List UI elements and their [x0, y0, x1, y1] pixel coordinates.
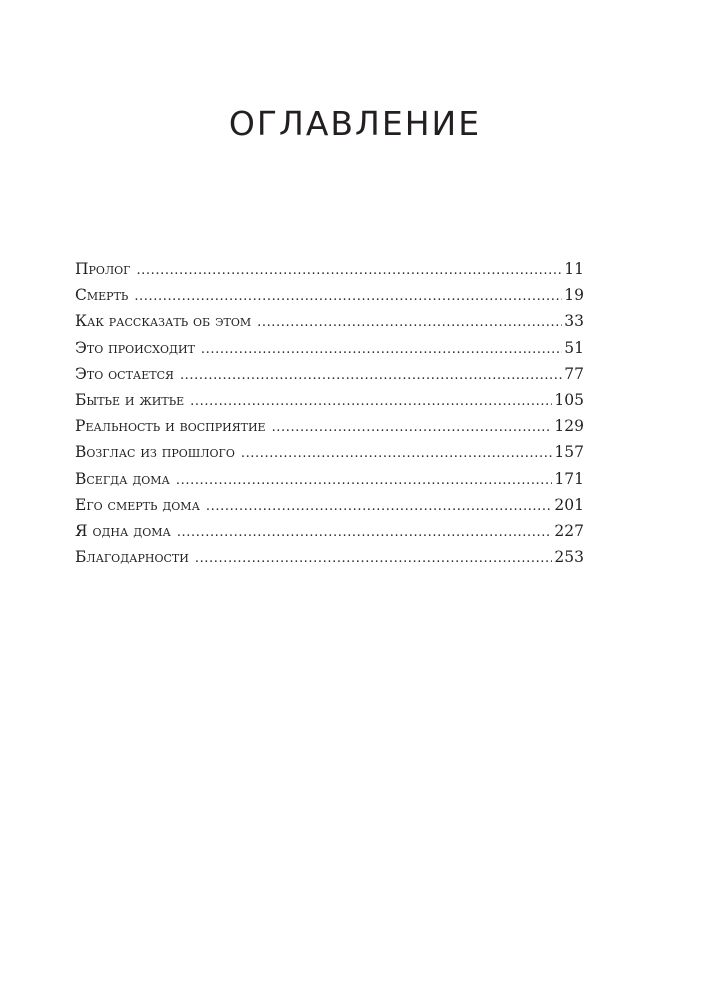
dot-leader — [134, 284, 562, 310]
table-of-contents — [75, 256, 584, 570]
dot-leader — [206, 494, 553, 520]
toc-entry-label: Возглас из прошлого — [75, 443, 235, 462]
toc-entry-page: 105 — [554, 390, 584, 409]
toc-entry-label: Это происходит — [75, 338, 195, 357]
toc-entry — [75, 439, 584, 465]
dot-leader — [190, 389, 552, 415]
toc-entry — [75, 256, 584, 282]
toc-entry-page: 171 — [554, 469, 584, 488]
dot-leader — [177, 520, 553, 546]
toc-entry-page: 227 — [554, 521, 584, 540]
dot-leader — [195, 546, 553, 572]
toc-entry-label: Смерть — [75, 286, 129, 305]
page-title: ОГЛАВЛЕНИЕ — [228, 104, 482, 143]
toc-entry — [75, 335, 584, 361]
dot-leader — [176, 468, 553, 494]
toc-entry-label: Это остается — [75, 364, 174, 383]
toc-entry-label: Я одна дома — [75, 521, 171, 540]
toc-entry-page: 157 — [554, 443, 584, 462]
dot-leader — [180, 363, 562, 389]
toc-entry-label: Как рассказать об этом — [75, 312, 252, 331]
toc-entry — [75, 492, 584, 518]
toc-entry — [75, 518, 584, 544]
toc-entry-page: 253 — [554, 548, 584, 567]
toc-entry — [75, 361, 584, 387]
dot-leader — [241, 441, 553, 467]
dot-leader — [257, 310, 562, 336]
toc-entry-page: 33 — [564, 312, 584, 331]
dot-leader — [201, 337, 562, 363]
toc-entry — [75, 466, 584, 492]
toc-entry-page: 11 — [564, 260, 584, 278]
toc-entry-label: Реальность и восприятие — [75, 417, 266, 436]
toc-entry-label: Пролог — [75, 260, 131, 278]
toc-entry — [75, 413, 584, 439]
toc-entry — [75, 544, 584, 570]
toc-entry-page: 51 — [564, 338, 584, 357]
toc-entry-page: 201 — [554, 495, 584, 514]
toc-entry-label: Всегда дома — [75, 469, 170, 488]
toc-entry-page: 19 — [564, 286, 584, 305]
toc-entry — [75, 387, 584, 413]
toc-entry-page: 77 — [564, 364, 584, 383]
toc-entry-label: Его смерть дома — [75, 495, 200, 514]
toc-entry-label: Бытье и житье — [75, 390, 185, 409]
toc-entry — [75, 308, 584, 334]
dot-leader — [136, 258, 562, 284]
toc-entry-page: 129 — [554, 417, 584, 436]
dot-leader — [272, 415, 553, 441]
toc-entry-label: Благодарности — [75, 548, 189, 567]
toc-entry — [75, 282, 584, 308]
